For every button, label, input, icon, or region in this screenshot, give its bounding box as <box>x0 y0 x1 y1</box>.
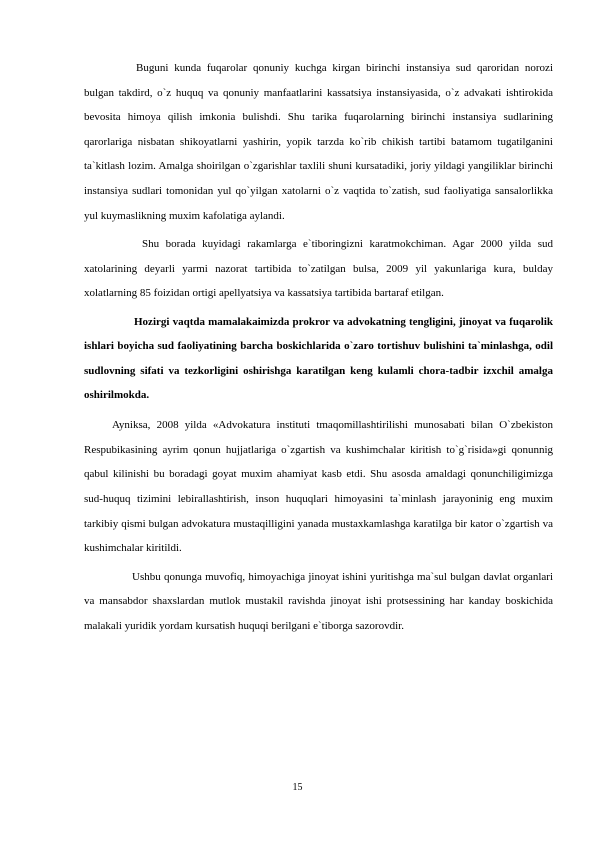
paragraph-5: Ushbu qonunga muvofiq, himoyachiga jinoyat ishini yuritishga ma`sul bulgan davlat organlari va mansabdor shaxslardan mutlok mustakil ravishda jinoyat ishi protsessining har kanday boskichida malakali yuridik yordam kursatish huquqi berilgani e`tiborga sazorovdir. <box>84 570 553 632</box>
paragraph-1: Buguni kunda fuqarolar qonuniy kuchga kirgan birinchi instansiya sud qaroridan norozi bulgan takdird, o`z huquq va qonuniy manfaatlarini kassatsiya instansiyasida, o`z advakati ishtirokida bevosita himoya qilish imkonia bulishdi. Shu tarika fuqarolarning birinchi instansiya sudlarining qarorlariga nisbatan shikoyatlarni yashirin, yopik tarzda ko`rib chikish tartibi batamom tugatilganini ta`kitlash lozim. Amalga shoirilgan o`zgarishlar taxlili shuni kursatadiki, joriy yildagi yangiliklar birinchi instansiya sudlari tomonidan yul qo`yilgan xatolarni o`z vaqtida to`zatish, sud faoliyatiga sansalorlikka yul kuymaslikning muxim kafolatiga aylandi. <box>84 62 553 222</box>
paragraph-3-bold: Hozirgi vaqtda mamalakaimizda prokror va advokatning tengligini, jinoyat va fuqarolik ishlari boyicha sud faoliyatining barcha boskichlarida o`zaro tortishuv bulishini ta`minlashga, odil sudlovning sifati va tezkorligini oshirishga karatilgan keng kulamli chora-tadbir izxchil amalga oshirilmokda. <box>84 315 553 401</box>
paragraph-2: Shu borada kuyidagi rakamlarga e`tiboringizni karatmokchiman. Agar 2000 yilda sud xatolarining deyarli yarmi nazorat tartibida to`zatilgan bulsa, 2009 yil yakunlariga kura, bulday xolatlarning 85 foizidan ortigi apellyatsiya va kassatsiya tartibida bartaraf etilgan. <box>84 238 553 300</box>
paragraph-4: Ayniksa, 2008 yilda «Advokatura instituti tmaqomillashtirilishi munosabati bilan O`zbekiston Respubikasining ayrim qonun hujjatlariga o`zgartish va kushimchalar kiritish to`g`risida»gi qonunnig qabul kilinishi bu boradagi goyat muxim ahamiyat kasb etdi. Shu asosda amaldagi qonunchiligimizga sud-huquq tizimini lebirallashtirish, inson huquqlari himoyasini ta`minlash jarayoninig eng muxim tarkibiy qismi bulgan advokatura mustaqilligini yanada mustaxkamlashga karatilga bir kator o`zgartish va kushimchalar kiritildi. <box>84 419 553 555</box>
page-number: 15 <box>292 782 303 793</box>
body-text <box>84 56 553 642</box>
